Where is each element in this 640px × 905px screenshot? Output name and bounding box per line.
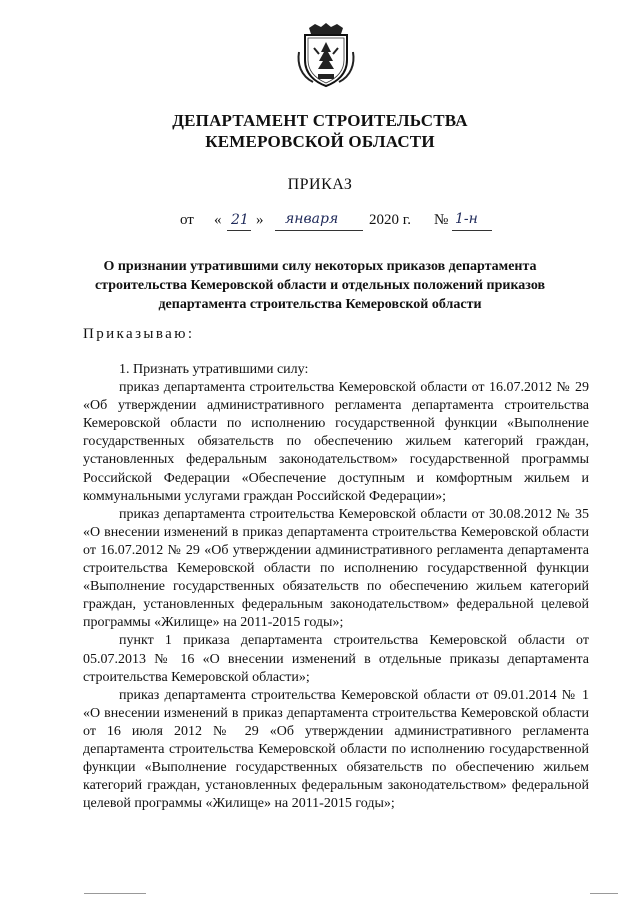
paragraph-order-30-08-2012: приказ департамента строительства Кемеровской области от 30.08.2012 № 35 «О внесении изменений в приказ департамента строительства Кемеровской области от 16.07.2012 № 29 «Об утверждении административного регламента департамента строительства Кемеровской области по исполнению государственной функции «Выполнение государственных обязательств по обеспечению жильем категорий граждан, установленных федеральным законодательством» федеральной целевой программы «Жилище» на 2011-2015 годы»; [83,506,589,631]
document-title: О признании утратившими силу некоторых приказов департамента строительства Кемеровской области и отдельных положений приказов департамента строительства Кемеровской области [94,259,546,312]
number-underline [452,230,492,231]
paragraph-order-05-07-2013: пункт 1 приказа департамента строительства Кемеровской области от 05.07.2013 № 16 «О внесении изменений в отдельные приказы департамента строительства Кемеровской области»; [83,633,589,685]
date-open-quote: « [214,212,222,228]
department-name-line2: КЕМЕРОВСКОЙ ОБЛАСТИ [205,132,435,151]
date-day: 21 [231,212,249,228]
coat-of-arms-emblem [295,22,357,88]
footer-mark-right [590,893,618,894]
day-underline [227,230,251,231]
date-number-line [0,210,640,232]
date-prefix: от [180,212,194,228]
document-body [83,361,589,813]
date-close-quote: » [256,212,264,228]
paragraph-order-16-07-2012: приказ департамента строительства Кемеровской области от 16.07.2012 № 29 «Об утверждении административного регламента департамента строительства Кемеровской области по исполнению государственной функции «Выполнение государственных обязательств по обеспечению жильем категорий граждан, установленных федеральным законодательством» государственной программы Российской Федерации «Обеспечение доступным и комфортным жильем и коммунальными услугами граждан Российской Федерации»; [83,380,589,504]
document-type: ПРИКАЗ [287,176,353,193]
number-sign: № [434,212,449,228]
date-month: января [285,211,339,227]
order-number: 1-н [455,211,478,227]
order-word: Приказываю: [83,326,195,342]
paragraph-order-09-01-2014: приказ департамента строительства Кемеровской области от 09.01.2014 № 1 «О внесении изменений в приказ департамента строительства Кемеровской области от 16 июля 2012 № 29 «Об утверждении административного регламента департамента строительства Кемеровской области по исполнению государственной функции «Выполнение государственных обязательств по обеспечению жильем категорий граждан, установленных федеральным законодательством» федеральной целевой программы «Жилище» на 2011-2015 годы»; [83,687,589,812]
department-name-line1: ДЕПАРТАМЕНТ СТРОИТЕЛЬСТВА [172,111,468,130]
paragraph-item-1: 1. Признать утратившими силу: [119,362,309,377]
date-year: 2020 г. [369,212,411,228]
footer-mark-left [84,893,146,894]
month-underline [275,230,363,231]
